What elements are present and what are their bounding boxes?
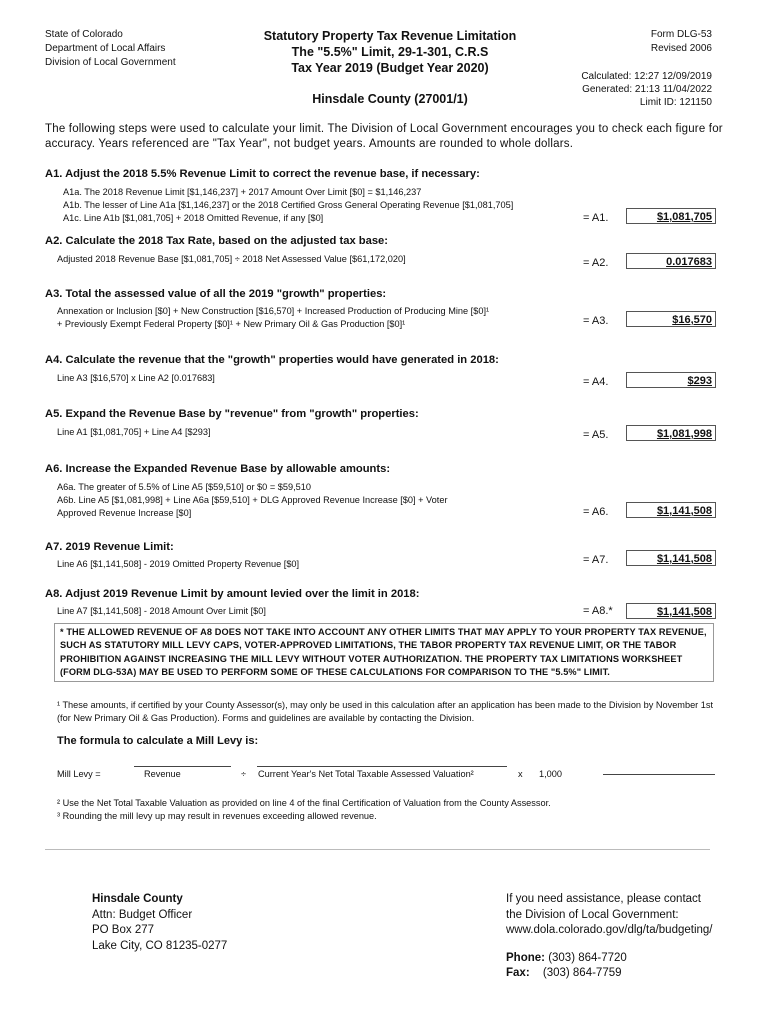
thousand-label: 1,000	[539, 769, 562, 779]
phone-row	[506, 951, 713, 967]
a2-eq-label: = A2.	[583, 257, 609, 269]
a4-value-box	[626, 372, 716, 388]
a3-value: $16,570	[672, 314, 712, 326]
a6-value: $1,141,508	[656, 505, 712, 517]
generated-time: Generated: 21:13 11/04/2022	[582, 84, 712, 95]
calc-meta	[581, 70, 712, 109]
fax-label: Fax:	[506, 967, 530, 979]
revenue-label: Revenue	[144, 769, 181, 779]
a4-eq-label: = A4.	[583, 376, 609, 388]
a3-value-box	[626, 311, 716, 327]
header-agency	[45, 28, 176, 70]
a1-eq-label: = A1.	[583, 212, 609, 224]
section-a3-title: A3. Total the assessed value of all the 2019 "growth" properties:	[45, 288, 387, 300]
a3-line-2: + Previously Exempt Federal Property [$0]¹ + New Primary Oil & Gas Production [$0]¹	[57, 319, 406, 329]
footnotes-2-3	[57, 797, 617, 823]
mill-levy-label: Mill Levy =	[57, 769, 101, 779]
calculated-time: Calculated: 12:27 12/09/2019	[581, 71, 712, 82]
a5-value: $1,081,998	[656, 428, 712, 440]
a5-eq-label: = A5.	[583, 429, 609, 441]
section-a6-title: A6. Increase the Expanded Revenue Base by allowable amounts:	[45, 463, 391, 475]
valuation-rule	[257, 766, 507, 767]
a1-value: $1,081,705	[656, 211, 712, 223]
a8-line: Line A7 [$1,141,508] - 2018 Amount Over Limit [$0]	[57, 606, 266, 616]
a4-line: Line A3 [$16,570] x Line A2 [0.017683]	[57, 373, 215, 383]
footnote-2: ² Use the Net Total Taxable Valuation as provided on line 4 of the final Certification of Valuation from the County Assessor.	[57, 798, 551, 808]
phone-label: Phone:	[506, 951, 545, 964]
address-city: Lake City, CO 81235-0277	[92, 939, 228, 952]
a1a-line: A1a. The 2018 Revenue Limit [$1,146,237] + 2017 Amount Over Limit [$0] = $1,146,237	[63, 187, 422, 197]
fax-number: (303) 864-7759	[542, 967, 622, 979]
a6a-line: A6a. The greater of 5.5% of Line A5 [$59,510] or $0 = $59,510	[57, 482, 311, 492]
a2-value-box	[626, 253, 716, 269]
result-rule	[603, 774, 715, 775]
header-state: State of Colorado	[45, 29, 123, 40]
form-revised: Revised 2006	[650, 43, 712, 54]
a7-value: $1,141,508	[656, 553, 712, 565]
a6-eq-label: = A6.	[583, 506, 609, 518]
formula-title: The formula to calculate a Mill Levy is:	[57, 735, 259, 747]
a1-value-box	[626, 208, 716, 224]
header-department: Department of Local Affairs	[45, 43, 166, 54]
section-a8-title: A8. Adjust 2019 Revenue Limit by amount levied over the limit in 2018:	[45, 588, 420, 600]
mailing-address	[92, 892, 227, 954]
county-name: Hinsdale County (27001/1)	[312, 92, 468, 106]
a8-value-box	[626, 603, 716, 619]
footnote-1: ¹ These amounts, if certified by your County Assessor(s), may only be used in this calculation after an application has been made to the Division by November 1st (for New Primary Oil & Gas Production). Forms and guidelines are available by contacting the Division.	[57, 700, 714, 723]
assist-line-2: the Division of Local Government:	[506, 908, 679, 921]
times-sign: x	[518, 769, 523, 779]
divide-sign: ÷	[241, 769, 247, 779]
a5-line: Line A1 [$1,081,705] + Line A4 [$293]	[57, 427, 211, 437]
form-number: Form DLG-53	[650, 29, 712, 40]
a8-eq-label: = A8.*	[583, 605, 613, 617]
section-a4-title: A4. Calculate the revenue that the "growth" properties would have generated in 2018:	[45, 354, 499, 366]
footnote-3: ³ Rounding the mill levy up may result in revenues exceeding allowed revenue.	[57, 811, 377, 821]
revenue-rule	[134, 766, 231, 767]
header-division: Division of Local Government	[45, 57, 176, 68]
address-name: Hinsdale County	[92, 893, 183, 905]
assist-url: www.dola.colorado.gov/dlg/ta/budgeting/	[506, 924, 713, 936]
a1b-line: A1b. The lesser of Line A1a [$1,146,237] or the 2018 Certified Gross General Operating Revenue [$1,081,705]	[63, 200, 514, 210]
address-box: PO Box 277	[92, 924, 155, 936]
fax-row	[506, 966, 713, 982]
assist-line-1: If you need assistance, please contact	[506, 893, 701, 905]
a5-value-box	[626, 425, 716, 441]
a8-warning-notice: * THE ALLOWED REVENUE OF A8 DOES NOT TAKE INTO ACCOUNT ANY OTHER LIMITS THAT MAY APPLY TO YOUR PROPERTY TAX REVENUE, SUCH AS STATUTORY MILL LEVY CAPS, VOTER-APPROVED LIMITATIONS, THE TABOR PROPERTY TAX REVENUE LIMIT, OR THE TABOR PROHIBITION AGAINST INCREASING THE MILL LEVY WITHOUT VOTER AUTHORIZATION. THE PROPERTY TAX LIMITATIONS WORKSHEET (FORM DLG-53A) MAY BE USED TO PERFORM SOME OF THESE CALCULATIONS FOR COMPARISON TO THE "5.5%" LIMIT.	[54, 623, 714, 682]
section-a7-title: A7. 2019 Revenue Limit:	[45, 541, 174, 553]
a7-value-box	[626, 550, 716, 566]
document-title	[240, 28, 540, 76]
a6-value-box	[626, 502, 716, 518]
a6b-line-cont: Approved Revenue Increase [$0]	[57, 508, 192, 518]
a3-line-1: Annexation or Inclusion [$0] + New Construction [$16,570] + Increased Production of Producing Mine [$0]¹	[57, 306, 490, 316]
a1c-line: A1c. Line A1b [$1,081,705] + 2018 Omitted Revenue, if any [$0]	[63, 213, 324, 223]
a2-line: Adjusted 2018 Revenue Base [$1,081,705] ÷ 2018 Net Assessed Value [$61,172,020]	[57, 254, 406, 264]
assistance-contact	[506, 892, 713, 982]
section-divider	[45, 849, 710, 850]
a7-eq-label: = A7.	[583, 554, 609, 566]
a6b-line: A6b. Line A5 [$1,081,998] + Line A6a [$59,510] + DLG Approved Revenue Increase [$0] + Voter	[57, 495, 448, 505]
limit-id: Limit ID: 121150	[639, 97, 712, 108]
a2-value: 0.017683	[666, 256, 712, 268]
phone-number: (303) 864-7720	[548, 951, 627, 964]
address-attn: Attn: Budget Officer	[92, 908, 193, 921]
title-line-3: Tax Year 2019 (Budget Year 2020)	[291, 61, 489, 75]
form-id	[651, 28, 712, 56]
section-a1-title: A1. Adjust the 2018 5.5% Revenue Limit to correct the revenue base, if necessary:	[45, 168, 480, 180]
a7-line: Line A6 [$1,141,508] - 2019 Omitted Property Revenue [$0]	[57, 559, 300, 569]
a8-value: $1,141,508	[656, 606, 712, 618]
title-line-1: Statutory Property Tax Revenue Limitation	[263, 29, 517, 43]
intro-text: The following steps were used to calculate your limit. The Division of Local Government encourages you to check each figure for accuracy. Years referenced are "Tax Year", not budget years. Amounts are rounded to whole dollars.	[45, 123, 723, 150]
valuation-label: Current Year's Net Total Taxable Assessed Valuation²	[258, 769, 474, 779]
section-a5-title: A5. Expand the Revenue Base by "revenue" from "growth" properties:	[45, 408, 419, 420]
a3-eq-label: = A3.	[583, 315, 609, 327]
section-a2-title: A2. Calculate the 2018 Tax Rate, based on the adjusted tax base:	[45, 235, 388, 247]
a4-value: $293	[687, 375, 712, 387]
title-line-2: The "5.5%" Limit, 29-1-301, C.R.S	[291, 45, 489, 59]
